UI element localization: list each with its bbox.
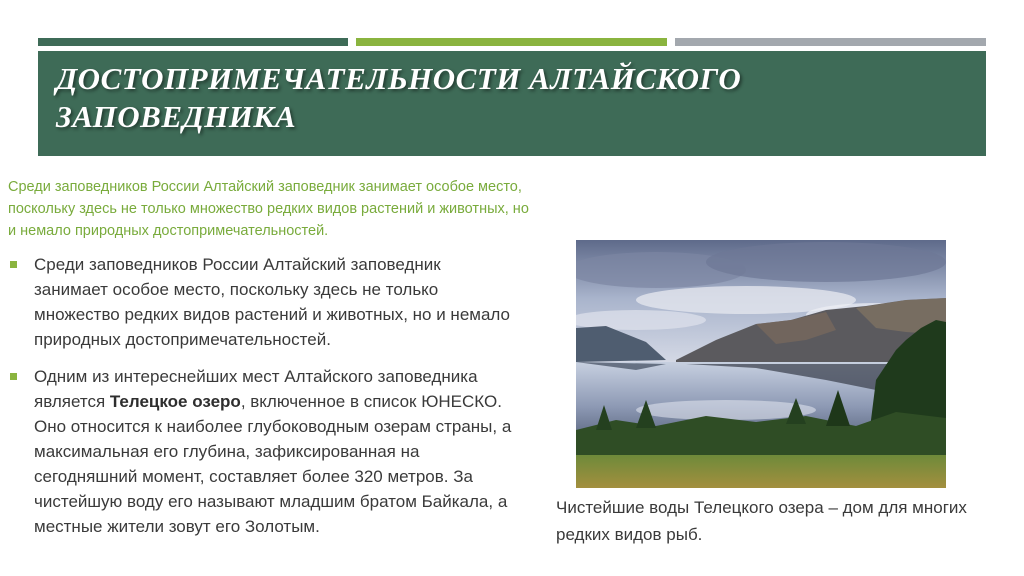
bullet-list bbox=[8, 252, 518, 551]
photo-caption: Чистейшие воды Телецкого озера – дом для многих редких видов рыб. bbox=[556, 498, 967, 544]
bullet-text: Среди заповедников России Алтайский заповедник занимает особое место, поскольку здесь не только множество редких видов растений и животных, но и немало природных достопримечательностей. bbox=[34, 255, 510, 349]
header-stripe-gray bbox=[675, 38, 986, 46]
bullet-square-icon bbox=[10, 261, 17, 268]
lake-photo bbox=[576, 240, 946, 488]
slide-title: ДОСТОПРИМЕЧАТЕЛЬНОСТИ АЛТАЙСКОГО ЗАПОВЕДНИКА bbox=[56, 61, 742, 134]
header-stripe-green bbox=[356, 38, 667, 46]
bullet-square-icon bbox=[10, 373, 17, 380]
title-bar bbox=[38, 51, 986, 156]
lead-paragraph: Среди заповедников России Алтайский заповедник занимает особое место, поскольку здесь не только множество редких видов растений и животных, но и немало природных достопримечательностей. bbox=[8, 179, 529, 239]
bullet-text-bold: Телецкое озеро bbox=[109, 392, 241, 411]
lake-landscape-image bbox=[576, 240, 946, 488]
bullet-text-after: , включенное в список ЮНЕСКО. Оно относится к наиболее глубоководным озерам страны, а максимальная его глубина, зафиксированная на сегодняшний момент, составляет более 320 метров. За чистейшую воду его называют младшим братом Байкала, а местные жители зовут его Золотым. bbox=[34, 392, 512, 536]
bullet-text-before: Одним из интереснейших мест Алтайского заповедника является bbox=[34, 367, 478, 411]
bullet-item-1 bbox=[8, 252, 518, 352]
header-stripe-dark bbox=[38, 38, 348, 46]
bullet-item-2 bbox=[8, 364, 518, 539]
